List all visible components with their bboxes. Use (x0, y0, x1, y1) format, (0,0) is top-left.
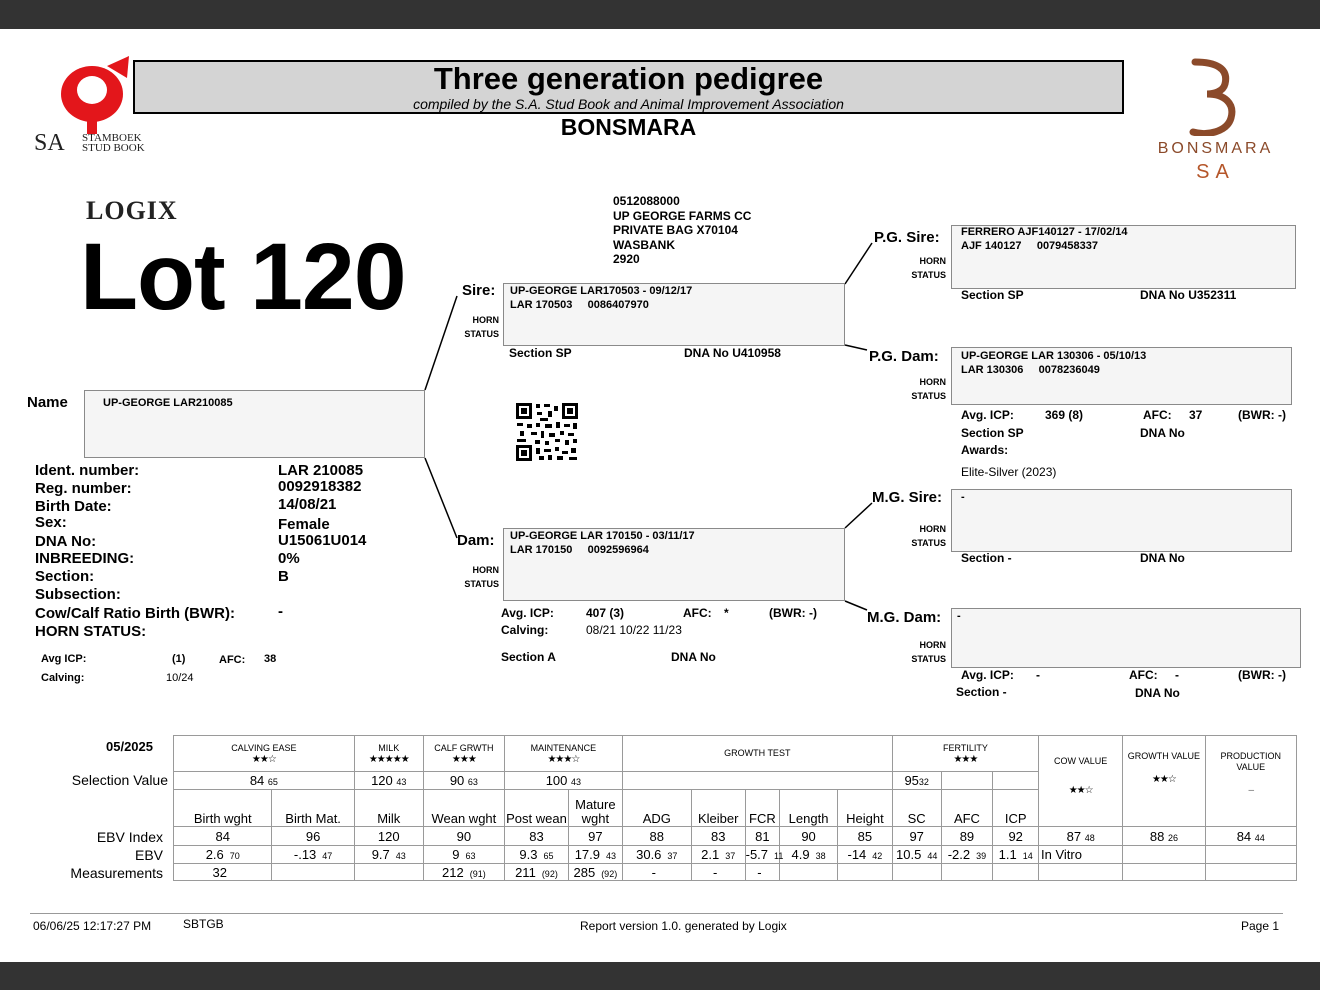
value-index-accuracy: 26 (1167, 832, 1178, 843)
ebv-cell-value: -5.7 (745, 847, 769, 862)
measurement-cell (354, 864, 423, 881)
ebv-cell-accuracy: 70 (229, 851, 240, 861)
group-production-value (1205, 736, 1296, 827)
sel-calf-growth-acc: 63 (467, 777, 478, 787)
ebv-index-cell: 89 (941, 827, 993, 846)
column-header: Birth wght (174, 790, 272, 827)
pg-sire-box (951, 225, 1296, 289)
sire-label: Sire: (462, 282, 496, 299)
studbook-line2: STUD BOOK (82, 142, 145, 154)
mg-dam-horn-status: HORN STATUS (911, 640, 946, 664)
mg-dam-avg-icp-value: - (1036, 668, 1040, 682)
calving-ease-stars: ★★☆ (251, 753, 276, 765)
animal-name: UP-GEORGE LAR210085 (103, 397, 233, 409)
column-header: ICP (993, 790, 1039, 827)
column-header: Post wean (504, 790, 568, 827)
animal-name-box (84, 390, 425, 458)
section-label: Section: (35, 568, 95, 585)
measurement-cell-accuracy: (91) (469, 868, 486, 879)
sel-calving-ease-value: 84 (249, 773, 265, 788)
ebv-index-cell: 90 (780, 827, 838, 846)
ebv-index-cell: 85 (837, 827, 892, 846)
ebv-cell-value: 2.6 (205, 847, 224, 862)
name-label: Name (27, 394, 68, 411)
sex-value: Female (278, 516, 330, 533)
sel-fertility-value: 95 (904, 773, 919, 788)
column-header: Height (837, 790, 892, 827)
mg-sire-horn-status: HORN STATUS (911, 524, 946, 548)
mg-dam-section: Section - (956, 685, 1007, 699)
pg-sire-name: FERRERO AJF140127 - 17/02/14 (961, 226, 1128, 238)
production-value-stars: – (1248, 785, 1254, 796)
selection-value-label: Selection Value (71, 772, 168, 788)
breeder-line2: UP GEORGE FARMS CC (613, 208, 752, 223)
dam-name: UP-GEORGE LAR 170150 - 03/11/17 (510, 530, 695, 542)
pg-dam-awards-label: Awards: (961, 443, 1009, 457)
ebv-cell-accuracy: 43 (606, 851, 617, 861)
sex-label: Sex: (35, 514, 67, 531)
ebv-cell-value: 2.1 (701, 847, 720, 862)
milk-header: MILK (378, 742, 400, 753)
pg-dam-afc-label: AFC: (1143, 408, 1172, 422)
group-maintenance (504, 736, 622, 772)
horn-status-label: HORN STATUS: (35, 623, 147, 640)
cow-value-stars: ★★☆ (1068, 785, 1093, 796)
sel-growth-test (622, 772, 892, 790)
column-header: Birth Mat. (272, 790, 354, 827)
column-header: Kleiber (691, 790, 745, 827)
ebv-index-cell: 83 (504, 827, 568, 846)
ebv-cell-accuracy: 38 (815, 851, 826, 861)
value-index-cell (1123, 827, 1205, 846)
ebv-index-cell: 97 (892, 827, 941, 846)
dam-bwr: (BWR: -) (769, 606, 817, 620)
ebv-cell (568, 846, 622, 864)
ebv-cell (622, 846, 691, 864)
dam-afc-value: * (724, 606, 729, 620)
animal-afc-value: 38 (264, 653, 277, 665)
ebv-cell-value: -2.2 (947, 847, 971, 862)
ebv-cell-value: -14 (847, 847, 867, 862)
column-header: Length (780, 790, 838, 827)
mg-sire-dna: DNA No (1140, 551, 1185, 565)
dam-horn-status: HORN STATUS (464, 565, 499, 589)
sel-fertility-icp (993, 772, 1039, 790)
dam-section: Section A (501, 650, 556, 664)
value-index-cell (1039, 827, 1123, 846)
measurement-cell-value: - (757, 864, 762, 880)
sel-maintenance-acc: 43 (571, 777, 582, 787)
dna-value: U15061U014 (278, 532, 367, 549)
group-growth-value (1123, 736, 1205, 827)
mg-dam-afc-value: - (1175, 668, 1179, 682)
sire-horn-status: HORN STATUS (464, 315, 499, 339)
group-cow-value (1039, 736, 1123, 827)
ebv-index-cell: 88 (622, 827, 691, 846)
measurement-cell-value: - (651, 864, 656, 880)
sel-milk (354, 772, 423, 790)
ebv-cell (174, 846, 272, 864)
ebv-cell-accuracy: 37 (725, 851, 736, 861)
measurement-cell-value: 32 (212, 864, 227, 880)
column-header: SC (892, 790, 941, 827)
measurement-cell (423, 864, 504, 881)
mg-dam-afc-label: AFC: (1129, 668, 1158, 682)
sel-calf-growth (423, 772, 504, 790)
mg-sire-name: - (961, 491, 965, 503)
ebv-cell-accuracy: 14 (1022, 851, 1033, 861)
calf-growth-stars: ★★★ (451, 753, 476, 765)
dam-label: Dam: (457, 532, 495, 549)
measurement-cell (568, 864, 622, 881)
measurements-label: Measurements (70, 865, 163, 881)
mg-dam-name: - (957, 610, 961, 622)
reg-value: 0092918382 (278, 478, 362, 495)
maintenance-stars: ★★★☆ (547, 753, 580, 765)
ebv-index-cell: 97 (568, 827, 622, 846)
calf-growth-header: CALF GRWTH (434, 742, 494, 753)
footer-report: Report version 1.0. generated by Logix (580, 919, 787, 933)
mg-sire-box (951, 489, 1292, 552)
animal-afc-label: AFC: (219, 654, 246, 666)
value-index: 84 (1236, 828, 1252, 844)
animal-avg-icp-label: Avg ICP: (41, 653, 87, 665)
ident-label: Ident. number: (35, 462, 140, 479)
footer-code: SBTGB (183, 917, 224, 931)
ebv-index-cell: 90 (423, 827, 504, 846)
reg-label: Reg. number: (35, 480, 132, 497)
ebv-cell-value: 9.7 (371, 847, 390, 862)
inbreeding-value: 0% (278, 550, 300, 567)
measurement-cell (993, 864, 1039, 881)
pg-dam-box (951, 347, 1292, 405)
measurement-cell-accuracy: (92) (601, 868, 618, 879)
growth-value-stars: ★★☆ (1151, 774, 1176, 785)
pg-dam-bwr: (BWR: -) (1238, 408, 1286, 422)
ebv-cell-value: 9 (452, 847, 460, 862)
sel-calving-ease-acc: 65 (267, 777, 278, 787)
pg-dam-name: UP-GEORGE LAR 130306 - 05/10/13 (961, 350, 1147, 362)
ebv-label: EBV (134, 847, 163, 863)
ebv-index-cell: 83 (691, 827, 745, 846)
animal-calving-value: 10/24 (166, 672, 194, 684)
breed-name: BONSMARA (560, 114, 697, 140)
measurement-cell (272, 864, 354, 881)
group-calf-growth (423, 736, 504, 772)
ebv-cell (423, 846, 504, 864)
ebv-date: 05/2025 (106, 739, 153, 754)
growth-test-header: GROWTH TEST (724, 748, 791, 758)
ebv-cell-accuracy: 65 (543, 851, 554, 861)
studbook-sa-text: SA (34, 130, 65, 156)
ebv-cell (691, 846, 745, 864)
ebv-index-cell: 96 (272, 827, 354, 846)
sel-maintenance (504, 772, 622, 790)
ebv-row-growth-blank (1123, 846, 1205, 864)
bwr-label: Cow/Calf Ratio Birth (BWR): (35, 605, 235, 622)
ebv-row-production-blank (1205, 846, 1296, 864)
column-header: AFC (941, 790, 993, 827)
pg-dam-afc-value: 37 (1189, 408, 1203, 422)
meas-growth-blank (1123, 864, 1205, 881)
measurement-cell (780, 864, 838, 881)
sel-milk-acc: 43 (396, 777, 407, 787)
dam-avg-icp-value: 407 (3) (586, 606, 625, 620)
logix-logo: LOGIX (86, 196, 178, 225)
ebv-cell-value: 4.9 (791, 847, 810, 862)
sel-fertility-acc: 32 (918, 777, 929, 787)
ebv-cell-accuracy: 43 (395, 851, 406, 861)
measurement-cell (745, 864, 780, 881)
measurement-cell-value: - (713, 864, 718, 880)
breeder-line3: PRIVATE BAG X70104 (613, 223, 738, 237)
pg-sire-id: AJF 140127 0079458337 (961, 240, 1099, 252)
bonsmara-sa-text: SA (1196, 161, 1235, 183)
column-header: Wean wght (423, 790, 504, 827)
sel-fertility (892, 772, 941, 790)
footer-divider (30, 913, 1283, 914)
pg-dam-horn-status: HORN STATUS (911, 377, 946, 401)
pg-dam-awards: Elite-Silver (2023) (961, 465, 1057, 479)
ebv-table (173, 735, 1297, 881)
page-subtitle: compiled by the S.A. Stud Book and Animal Improvement Association (413, 96, 844, 112)
measurement-cell (892, 864, 941, 881)
birth-date-label: Birth Date: (35, 498, 112, 515)
pg-dam-dna: DNA No (1140, 426, 1185, 440)
mg-dam-box (951, 608, 1301, 668)
ebv-cell-accuracy: 47 (322, 851, 333, 861)
inbreeding-label: INBREEDING: (35, 550, 135, 567)
ebv-cell (504, 846, 568, 864)
ebv-cell (941, 846, 993, 864)
subsection-label: Subsection: (35, 586, 121, 603)
pg-sire-label: P.G. Sire: (874, 229, 940, 246)
ebv-note: In Vitro (1039, 846, 1123, 864)
pg-dam-id: LAR 130306 0078236049 (961, 364, 1100, 376)
pg-dam-avg-icp-value: 369 (8) (1045, 408, 1084, 422)
ebv-cell-accuracy: 42 (872, 851, 883, 861)
ebv-index-cell: 92 (993, 827, 1039, 846)
group-calving-ease (174, 736, 355, 772)
ebv-row (174, 846, 1297, 864)
column-header: ADG (622, 790, 691, 827)
pg-sire-horn-status: HORN STATUS (911, 256, 946, 280)
sire-name: UP-GEORGE LAR170503 - 09/12/17 (510, 285, 693, 297)
ebv-index-row (174, 827, 1297, 846)
dam-calving-label: Calving: (501, 623, 549, 637)
sel-fertility-afc (941, 772, 993, 790)
measurement-cell (622, 864, 691, 881)
sire-box (503, 283, 845, 346)
ebv-cell-value: 30.6 (636, 847, 662, 862)
mg-sire-label: M.G. Sire: (872, 489, 943, 506)
footer-timestamp: 06/06/25 12:17:27 PM (33, 919, 152, 933)
dam-box (503, 528, 845, 601)
value-index: 88 (1149, 828, 1165, 844)
animal-calving-label: Calving: (41, 672, 85, 684)
pg-dam-label: P.G. Dam: (869, 348, 939, 365)
ebv-cell-accuracy: 11 (774, 851, 784, 861)
measurement-cell (504, 864, 568, 881)
pg-dam-avg-icp-label: Avg. ICP: (961, 408, 1014, 422)
ebv-cell (354, 846, 423, 864)
ebv-index-label: EBV Index (96, 829, 163, 845)
breeder-line5: 2920 (613, 252, 640, 266)
ebv-cell (272, 846, 354, 864)
qr-code (515, 402, 579, 462)
column-header: FCR (745, 790, 780, 827)
studbook-line1: STAMBOEK (82, 132, 142, 144)
column-header: Milk (354, 790, 423, 827)
ebv-cell-value: -.13 (293, 847, 317, 862)
measurement-cell (837, 864, 892, 881)
breeder-line1: 0512088000 (613, 194, 680, 208)
ebv-cell-accuracy: 63 (465, 851, 476, 861)
pg-sire-section: Section SP (961, 288, 1024, 302)
ebv-index-cell: 120 (354, 827, 423, 846)
measurements-row (174, 864, 1297, 881)
sire-section: Section SP (509, 346, 572, 360)
ebv-index-cell: 81 (745, 827, 780, 846)
sel-maintenance-value: 100 (545, 773, 568, 788)
calving-ease-header: CALVING EASE (231, 742, 297, 753)
animal-avg-icp-value: (1) (172, 653, 186, 665)
measurement-cell (941, 864, 993, 881)
lot-number: Lot 120 (80, 224, 406, 330)
page-title: Three generation pedigree (433, 61, 824, 96)
dam-dna: DNA No (671, 650, 716, 664)
measurement-cell (174, 864, 272, 881)
value-index: 87 (1066, 828, 1082, 844)
bonsmara-text: BONSMARA (1157, 140, 1274, 157)
measurement-cell (691, 864, 745, 881)
ebv-cell (837, 846, 892, 864)
column-header: Mature wght (568, 790, 622, 827)
dam-avg-icp-label: Avg. ICP: (501, 606, 554, 620)
sire-dna: DNA No U410958 (684, 346, 781, 360)
mg-dam-dna: DNA No (1135, 686, 1180, 700)
group-milk (354, 736, 423, 772)
value-index-accuracy: 44 (1254, 832, 1265, 843)
meas-cow-blank (1039, 864, 1123, 881)
measurement-cell-value: 211 (515, 864, 536, 880)
dam-id: LAR 170150 0092596964 (510, 544, 649, 556)
dam-calving-value: 08/21 10/22 11/23 (586, 623, 682, 637)
dna-label: DNA No: (35, 533, 97, 550)
ebv-cell-accuracy: 37 (667, 851, 678, 861)
ebv-cell-accuracy: 44 (927, 851, 938, 861)
sel-calving-ease (174, 772, 355, 790)
value-index-cell (1205, 827, 1296, 846)
ebv-cell-value: 17.9 (574, 847, 600, 862)
pg-dam-section: Section SP (961, 426, 1024, 440)
ebv-cell-value: 10.5 (896, 847, 922, 862)
ebv-cell-value: 1.1 (998, 847, 1017, 862)
mg-dam-label: M.G. Dam: (867, 609, 942, 626)
ident-value: LAR 210085 (278, 462, 364, 479)
meas-production-blank (1205, 864, 1296, 881)
measurement-cell-value: 285 (573, 864, 596, 880)
measurement-cell-value: 212 (442, 864, 464, 880)
sel-milk-value: 120 (371, 773, 393, 788)
mg-sire-section: Section - (961, 551, 1012, 565)
ebv-index-cell: 84 (174, 827, 272, 846)
measurement-cell-accuracy: (92) (541, 868, 558, 879)
pg-sire-dna: DNA No U352311 (1140, 288, 1237, 302)
value-index-accuracy: 48 (1084, 832, 1095, 843)
ebv-cell (892, 846, 941, 864)
group-growth-test (622, 736, 892, 772)
ebv-cell (780, 846, 838, 864)
mg-dam-bwr: (BWR: -) (1238, 668, 1286, 682)
section-value: B (278, 568, 289, 585)
cow-value-header: COW VALUE (1053, 756, 1108, 766)
ebv-cell-accuracy: 39 (976, 851, 987, 861)
mg-dam-avg-icp-label: Avg. ICP: (961, 668, 1014, 682)
group-header-row (174, 736, 1297, 772)
ebv-cell-value: 9.3 (519, 847, 538, 862)
group-fertility (892, 736, 1038, 772)
footer-page: Page 1 (1241, 919, 1280, 933)
maintenance-header: MAINTENANCE (530, 742, 597, 753)
sire-id: LAR 170503 0086407970 (510, 299, 649, 311)
bwr-value: - (278, 603, 283, 620)
milk-stars: ★★★★★ (368, 753, 409, 765)
growth-value-header: GROWTH VALUE (1127, 751, 1201, 761)
fertility-header: FERTILITY (942, 742, 988, 753)
ebv-cell (745, 846, 784, 864)
dam-afc-label: AFC: (683, 606, 712, 620)
sel-calf-growth-value: 90 (449, 773, 465, 788)
ebv-cell (993, 846, 1039, 864)
birth-date-value: 14/08/21 (278, 496, 337, 513)
breeder-line4: WASBANK (613, 237, 675, 252)
production-value-header: PRODUCTION VALUE (1220, 751, 1281, 772)
fertility-stars: ★★★ (953, 753, 978, 765)
